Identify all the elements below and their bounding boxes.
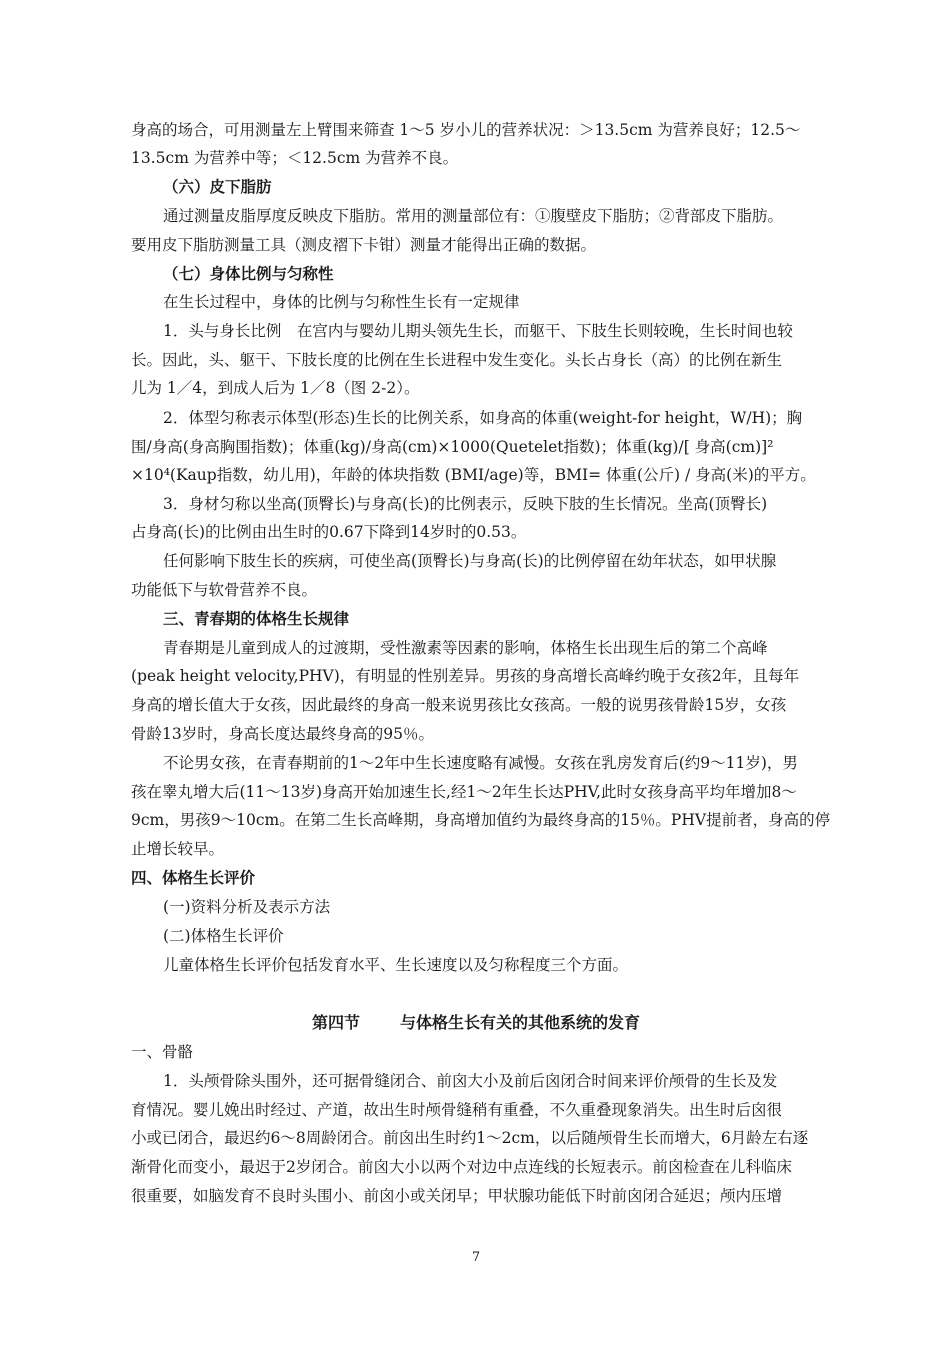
text-line: 占身高(长)的比例由出生时的0.67下降到14岁时的0.53。 — [131, 523, 527, 541]
text-line: ×10⁴(Kaup指数，幼儿用)，年龄的体块指数 (BMI/age)等，BMI= 体重(公斤) / 身高(米)的平方。 — [131, 466, 816, 484]
text-line: 13.5cm 为营养中等；＜12.5cm 为营养不良。 — [131, 149, 459, 167]
text-line: 3．身材匀称以坐高(顶臀长)与身高(长)的比例表示，反映下肢的生长情况。坐高(顶臀长) — [163, 495, 768, 513]
text-line: 任何影响下肢生长的疾病，可使坐高(顶臀长)与身高(长)的比例停留在幼年状态，如甲状腺 — [163, 552, 777, 570]
text-line: 很重要，如脑发育不良时头围小、前囟小或关闭早；甲状腺功能低下时前囟闭合延迟；颅内压增 — [131, 1187, 783, 1205]
text-line: 9cm，男孩9～10cm。在第二生长高峰期，身高增加值约为最终身高的15％。PHV提前者，身高的停 — [131, 811, 831, 829]
text-line: 骨龄13岁时，身高长度达最终身高的95％。 — [131, 725, 434, 743]
text-line: 1．头颅骨除头围外，还可据骨缝闭合、前囟大小及前后囟闭合时间来评价颅骨的生长及发 — [163, 1072, 778, 1090]
section-title — [0, 1013, 952, 1033]
text-line: (一)资料分析及表示方法 — [163, 898, 331, 916]
text-line: 通过测量皮脂厚度反映皮下脂肪。常用的测量部位有：①腹壁皮下脂肪；②背部皮下脂肪。 — [163, 207, 784, 225]
section-number: 第四节 — [311, 1013, 360, 1032]
text-line: 儿童体格生长评价包括发育水平、生长速度以及匀称程度三个方面。 — [163, 956, 629, 974]
text-line: 青春期是儿童到成人的过渡期，受性激素等因素的影响，体格生长出现生后的第二个高峰 — [163, 639, 768, 657]
text-line: (peak height velocity,PHV)，有明显的性别差异。男孩的身高增长高峰约晚于女孩2年，且每年 — [131, 667, 800, 685]
page-number: 7 — [471, 1250, 481, 1265]
section-heading: 与体格生长有关的其他系统的发育 — [400, 1013, 641, 1032]
text-line: 儿为 1／4，到成人后为 1／8（图 2-2）。 — [131, 379, 420, 397]
text-line: 育情况。婴儿娩出时经过、产道，故出生时颅骨缝稍有重叠，不久重叠现象消失。出生时后囟很 — [131, 1101, 783, 1119]
text-line: (二)体格生长评价 — [163, 927, 284, 945]
text-line: 2．体型匀称表示体型(形态)生长的比例关系，如身高的体重(weight-for height，W/H)；胸 — [163, 409, 803, 427]
text-line: 身高的场合，可用测量左上臂围来筛查 1～5 岁小儿的营养状况：＞13.5cm 为营养良好；12.5～ — [131, 121, 801, 139]
text-line: 孩在睾丸增大后(11～13岁)身高开始加速生长,经1～2年生长达PHV,此时女孩身高平均年增加8～ — [131, 783, 797, 801]
text-line: 四、体格生长评价 — [131, 868, 256, 887]
text-line: 要用皮下脂肪测量工具（测皮褶下卡钳）测量才能得出正确的数据。 — [131, 236, 597, 254]
text-line: （六）皮下脂肪 — [163, 177, 272, 196]
text-line: 1．头与身长比例 在宫内与婴幼儿期头领先生长，而躯干、下肢生长则较晚，生长时间也较 — [163, 322, 793, 340]
text-line: 不论男女孩，在青春期前的1～2年中生长速度略有减慢。女孩在乳房发育后(约9～11岁)，男 — [163, 754, 798, 772]
text-line: 围/身高(身高胸围指数)；体重(kg)/身高(cm)×1000(Quetelet指数)；体重(kg)/[ 身高(cm)]² — [131, 438, 774, 456]
text-line: 在生长过程中，身体的比例与匀称性生长有一定规律 — [163, 293, 520, 311]
text-line: 渐骨化而变小，最迟于2岁闭合。前囟大小以两个对边中点连线的长短表示。前囟检查在儿科临床 — [131, 1158, 792, 1176]
text-line: 身高的增长值大于女孩，因此最终的身高一般来说男孩比女孩高。一般的说男孩骨龄15岁，女孩 — [131, 696, 787, 714]
text-line: 一、骨骼 — [131, 1043, 194, 1061]
text-line: 长。因此，头、躯干、下肢长度的比例在生长进程中发生变化。头长占身长（高）的比例在新生 — [131, 351, 783, 369]
text-line: 小或已闭合，最迟约6～8周龄闭合。前囟出生时约1～2cm，以后随颅骨生长而增大，6月龄左右逐 — [131, 1129, 809, 1147]
text-line: 三、青春期的体格生长规律 — [163, 609, 350, 628]
text-line: 止增长较早。 — [131, 840, 225, 858]
text-line: 功能低下与软骨营养不良。 — [131, 581, 318, 599]
text-line: （七）身体比例与匀称性 — [163, 264, 334, 283]
